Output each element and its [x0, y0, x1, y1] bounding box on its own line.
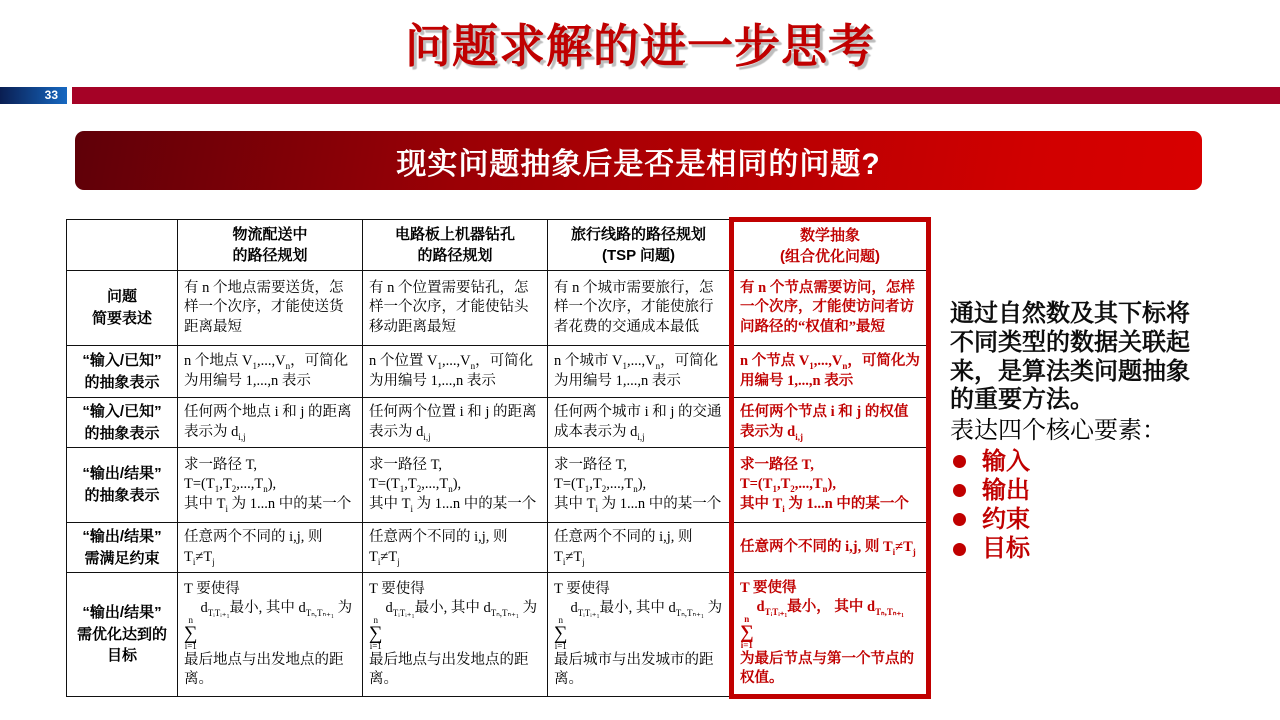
list-item-label: 输出 [982, 476, 1030, 504]
table-cell: 任意两个不同的 i,j, 则 $T_i\ne T_j$ [178, 523, 363, 573]
table-cell-highlight: 任意两个不同的 i,j, 则 $T_i\ne T_j$ [732, 523, 929, 573]
table-cell-highlight: 有 n 个节点需要访问，怎样一个次序，才能使访问者访问路径的“权值和”最短 [732, 271, 929, 346]
table-cell-highlight: T 要使得 n ∑ i=1 $d_{TᵢTᵢ_{+1}}$最小， 其中 $d_{T_n,T_{n+1}}$ 为最后节点与第一个节点的权值。 [732, 573, 929, 697]
table-cell-highlight: 任何两个节点 i 和 j 的权值表示为 $d_{i,j}$ [732, 398, 929, 448]
list-item-label: 输入 [982, 447, 1030, 475]
table-cell: n 个地点 $V_1,...,V_n$，可简化为用编号 1,...,n 表示 [178, 346, 363, 398]
table-row-input-abstraction-2 [67, 398, 929, 448]
table-corner-cell [67, 220, 178, 271]
column-header-drilling: 电路板上机器钻孔 的路径规划 [363, 220, 548, 271]
row-label: “输出/结果” 需满足约束 [67, 523, 178, 573]
list-item-label: 约束 [982, 505, 1030, 533]
divider-bar [72, 87, 1280, 104]
table-cell: 任何两个位置 i 和 j 的距离表示为 $d_{i,j}$ [363, 398, 548, 448]
table-row-constraint [67, 523, 929, 573]
table-row-problem-statement [67, 271, 929, 346]
side-panel-lead-text: 通过自然数及其下标将不同类型的数据关联起来，是算法类问题抽象的重要方法。 [950, 300, 1190, 414]
row-label: 问题 简要表述 [67, 271, 178, 346]
table-cell: 求一路径 T, $T=(T_1,T_2,...,T_n)$, 其中 $T_i$ 为 1...n 中的某一个 [178, 448, 363, 523]
list-item-label: 目标 [982, 535, 1030, 563]
table-cell: 求一路径 T, $T=(T_1,T_2,...,T_n)$, 其中 $T_i$ 为 1...n 中的某一个 [363, 448, 548, 523]
row-label: “输出/结果” 的抽象表示 [67, 448, 178, 523]
list-item [950, 535, 1202, 563]
list-item [950, 448, 1202, 476]
core-elements-list [950, 448, 1202, 563]
table-cell: T 要使得 n ∑ i=1 $d_{TᵢTᵢ_{+1}}$最小, 其中 $d_{T_n,T_{n+1}}$ 为最后城市与出发城市的距离。 [548, 573, 732, 697]
table-cell: 任意两个不同的 i,j, 则 $T_i\ne T_j$ [548, 523, 732, 573]
column-header-tsp: 旅行线路的路径规划 (TSP 问题) [548, 220, 732, 271]
bullet-icon [953, 513, 966, 526]
table-row-optimization-goal [67, 573, 929, 697]
side-panel [950, 300, 1202, 564]
table-cell: 任何两个城市 i 和 j 的交通成本表示为 $d_{i,j}$ [548, 398, 732, 448]
comparison-table [66, 217, 931, 699]
table-row-output-abstraction [67, 448, 929, 523]
side-panel-subtitle: 表达四个核心要素： [950, 418, 1166, 445]
column-header-math-abstraction: 数学抽象 (组合优化问题) [732, 220, 929, 271]
row-label: “输入/已知” 的抽象表示 [67, 398, 178, 448]
row-label: “输出/结果” 需优化达到的 目标 [67, 573, 178, 697]
table-cell: 任何两个地点 i 和 j 的距离表示为 $d_{i,j}$ [178, 398, 363, 448]
table-cell: T 要使得 n ∑ i=1 $d_{TᵢTᵢ_{+1}}$最小, 其中 $d_{T_n,T_{n+1}}$ 为最后地点与出发地点的距离。 [178, 573, 363, 697]
column-header-logistics: 物流配送中 的路径规划 [178, 220, 363, 271]
table-cell-highlight: n 个节点 $V_1,...,V_n$，可简化为用编号 1,...,n 表示 [732, 346, 929, 398]
table-cell: 有 n 个位置需要钻孔，怎样一个次序，才能使钻头移动距离最短 [363, 271, 548, 346]
list-item [950, 506, 1202, 534]
table-cell: T 要使得 n ∑ i=1 $d_{TᵢTᵢ_{+1}}$最小, 其中 $d_{T_n,T_{n+1}}$ 为最后地点与出发地点的距离。 [363, 573, 548, 697]
table-cell: 任意两个不同的 i,j, 则 $T_i\ne T_j$ [363, 523, 548, 573]
bullet-icon [953, 484, 966, 497]
table-cell: n 个位置 $V_1,...,V_n$，可简化为用编号 1,...,n 表示 [363, 346, 548, 398]
table-row-input-abstraction-1 [67, 346, 929, 398]
table-cell: n 个城市 $V_1,...,V_n$，可简化为用编号 1,...,n 表示 [548, 346, 732, 398]
list-item [950, 477, 1202, 505]
table-cell: 求一路径 T, $T=(T_1,T_2,...,T_n)$, 其中 $T_i$ 为 1...n 中的某一个 [548, 448, 732, 523]
table-cell-highlight: 求一路径 T, $T=(T_1,T_2,...,T_n)$, 其中 $T_i$ 为 1...n 中的某一个 [732, 448, 929, 523]
table-cell: 有 n 个地点需要送货，怎样一个次序，才能使送货距离最短 [178, 271, 363, 346]
row-label: “输入/已知” 的抽象表示 [67, 346, 178, 398]
bullet-icon [953, 543, 966, 556]
bullet-icon [953, 455, 966, 468]
table-cell: 有 n 个城市需要旅行，怎样一个次序，才能使旅行者花费的交通成本最低 [548, 271, 732, 346]
page-number-badge: 33 [0, 87, 67, 104]
page-title: 问题求解的进一步思考 [405, 20, 875, 72]
question-banner: 现实问题抽象后是否是相同的问题? [75, 131, 1202, 190]
